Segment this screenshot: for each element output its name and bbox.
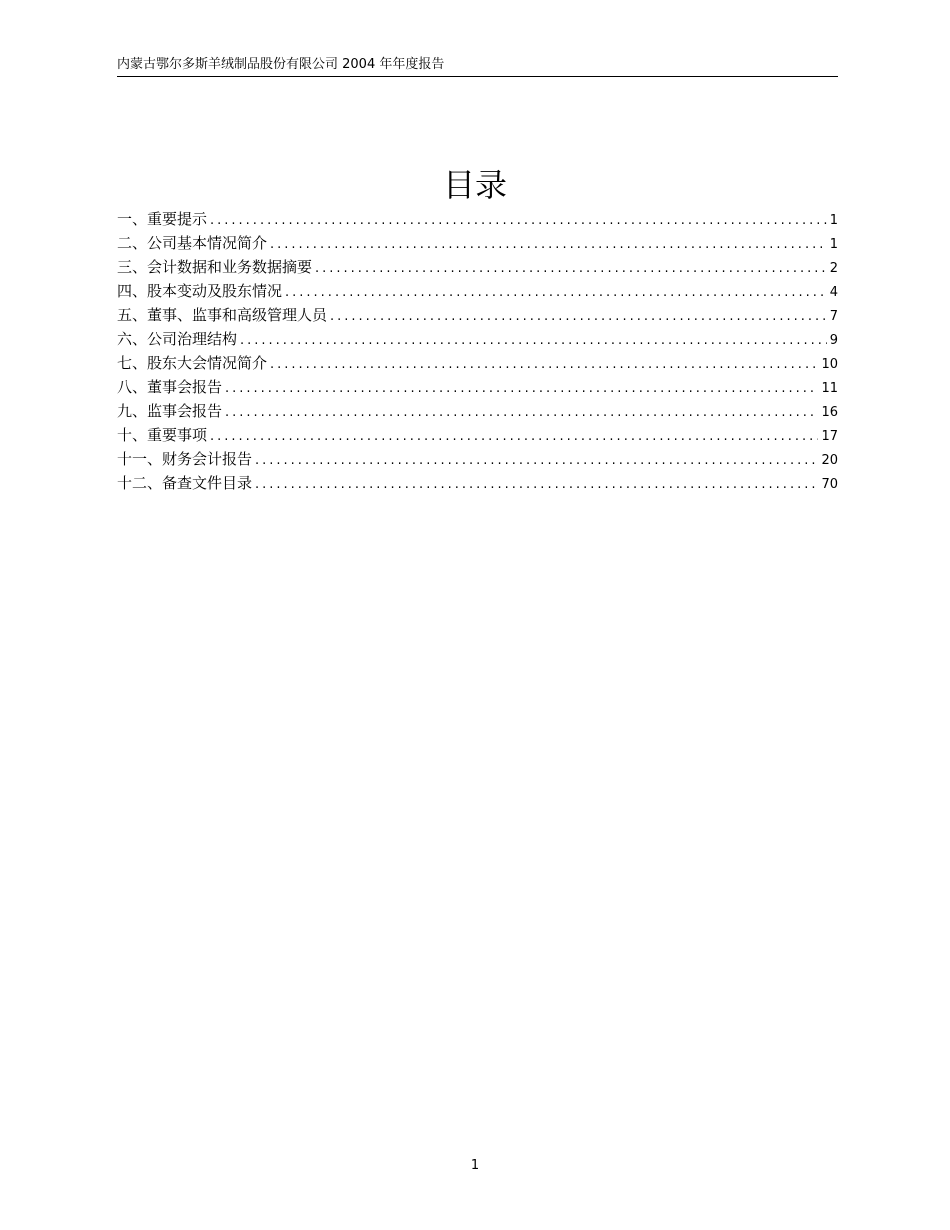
toc-dot-leader bbox=[270, 353, 818, 377]
toc-entry-label: 十、重要事项 bbox=[117, 426, 208, 444]
toc-entry[interactable] bbox=[117, 351, 838, 375]
toc-entry[interactable] bbox=[117, 207, 838, 231]
toc-entry[interactable] bbox=[117, 231, 838, 255]
toc-dot-leader bbox=[225, 377, 818, 401]
toc-entry[interactable] bbox=[117, 303, 838, 327]
toc-entry[interactable] bbox=[117, 447, 838, 471]
toc-entry-page: 70 bbox=[821, 477, 838, 492]
toc-entry[interactable] bbox=[117, 375, 838, 399]
table-of-contents bbox=[117, 207, 838, 495]
toc-entry-page: 9 bbox=[829, 333, 838, 348]
toc-entry-label: 七、股东大会情况简介 bbox=[117, 354, 268, 372]
toc-entry[interactable] bbox=[117, 471, 838, 495]
toc-entry-label: 六、公司治理结构 bbox=[117, 330, 238, 348]
page-number: 1 bbox=[470, 1158, 480, 1173]
page-header bbox=[117, 56, 838, 77]
toc-dot-leader bbox=[225, 401, 818, 425]
toc-entry[interactable] bbox=[117, 327, 838, 351]
toc-entry-page: 11 bbox=[821, 381, 838, 396]
toc-entry-page: 2 bbox=[829, 261, 838, 276]
toc-entry[interactable] bbox=[117, 399, 838, 423]
toc-entry-label: 九、监事会报告 bbox=[117, 402, 223, 420]
toc-entry-page: 1 bbox=[829, 237, 838, 252]
toc-dot-leader bbox=[255, 449, 818, 473]
toc-dot-leader bbox=[255, 473, 818, 497]
toc-entry-label: 五、董事、监事和高级管理人员 bbox=[117, 306, 328, 324]
toc-dot-leader bbox=[330, 305, 827, 329]
toc-entry-page: 20 bbox=[821, 453, 838, 468]
page-title: 目录 bbox=[442, 166, 507, 204]
toc-entry[interactable] bbox=[117, 279, 838, 303]
header-title: 内蒙古鄂尔多斯羊绒制品股份有限公司 2004 年年度报告 bbox=[117, 57, 445, 72]
toc-entry[interactable] bbox=[117, 255, 838, 279]
toc-dot-leader bbox=[285, 281, 827, 305]
toc-entry-page: 10 bbox=[821, 357, 838, 372]
toc-dot-leader bbox=[315, 257, 827, 281]
toc-entry[interactable] bbox=[117, 423, 838, 447]
toc-entry-label: 四、股本变动及股东情况 bbox=[117, 282, 283, 300]
toc-entry-label: 三、会计数据和业务数据摘要 bbox=[117, 258, 313, 276]
toc-entry-label: 二、公司基本情况简介 bbox=[117, 234, 268, 252]
toc-entry-page: 1 bbox=[829, 213, 838, 228]
toc-dot-leader bbox=[270, 233, 827, 257]
toc-entry-page: 17 bbox=[821, 429, 838, 444]
toc-dot-leader bbox=[210, 209, 827, 233]
toc-dot-leader bbox=[240, 329, 827, 353]
toc-entry-page: 7 bbox=[829, 309, 838, 324]
toc-entry-label: 八、董事会报告 bbox=[117, 378, 223, 396]
toc-dot-leader bbox=[210, 425, 818, 449]
toc-entry-label: 一、重要提示 bbox=[117, 210, 208, 228]
toc-entry-label: 十二、备查文件目录 bbox=[117, 474, 253, 492]
toc-entry-page: 4 bbox=[829, 285, 838, 300]
toc-entry-label: 十一、财务会计报告 bbox=[117, 450, 253, 468]
toc-entry-page: 16 bbox=[821, 405, 838, 420]
